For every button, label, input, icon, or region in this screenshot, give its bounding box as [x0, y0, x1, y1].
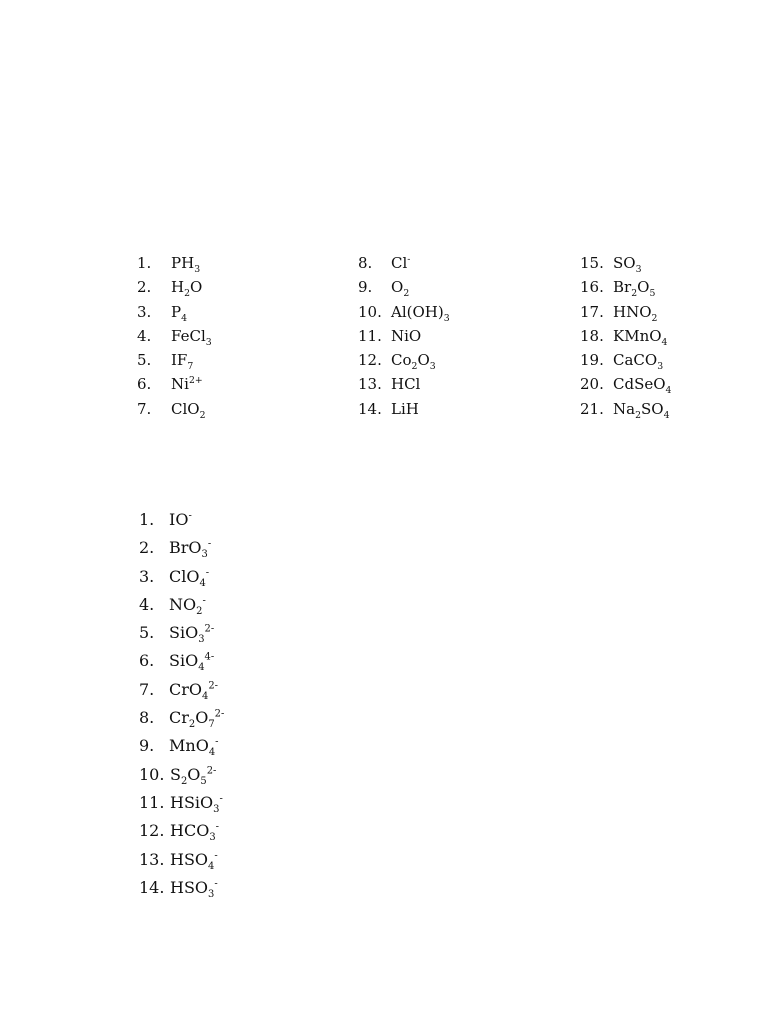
- chemical-formula: FeCl$_3$: [171, 326, 212, 348]
- chemical-formula: NiO: [391, 326, 422, 345]
- item-number: 9.: [139, 736, 155, 756]
- chemical-formula: Cl-: [391, 254, 411, 272]
- item-number: 8.: [139, 708, 155, 728]
- chemical-formula: HSiO$_3$-: [170, 792, 223, 816]
- list-item: [358, 348, 450, 372]
- formula-list-column-3: [580, 251, 671, 421]
- chemical-formula: BrO$_3$-: [169, 538, 212, 561]
- item-number: 5.: [137, 351, 152, 370]
- list-item: [580, 300, 671, 324]
- item-number: 4.: [137, 326, 152, 345]
- formula-list-column-2: [358, 251, 450, 421]
- list-item: [139, 591, 224, 619]
- list-item: [137, 275, 212, 299]
- list-item: [580, 397, 671, 421]
- item-number: 13.: [139, 849, 165, 869]
- item-number: 3.: [137, 302, 152, 321]
- chemical-formula: $H_2O$: [171, 278, 203, 300]
- item-number: 6.: [139, 651, 155, 671]
- chemical-formula: SiO$_3^{2-}$: [169, 623, 215, 646]
- chemical-formula: CdSeO$_4$: [613, 375, 672, 397]
- list-item: [139, 846, 224, 874]
- item-number: 18.: [580, 326, 604, 345]
- list-item: [580, 372, 671, 396]
- chemical-formula: HCl: [391, 375, 421, 394]
- list-item: [137, 324, 212, 348]
- item-number: 2.: [137, 278, 152, 297]
- chemical-formula: $Al(OH)_3$: [391, 302, 450, 324]
- item-number: 6.: [137, 375, 152, 394]
- item-number: 7.: [137, 399, 152, 418]
- chemical-formula: $Ni^{2+}$: [171, 375, 203, 394]
- chemical-formula: MnO$_4$-: [169, 736, 219, 759]
- chemical-formula: ClO$_2$: [171, 399, 206, 421]
- list-item: [139, 817, 224, 845]
- chemical-formula: KMnO$_4$: [613, 326, 668, 348]
- chemical-formula: $IF_7$: [171, 351, 194, 373]
- list-item: [137, 300, 212, 324]
- list-item: [580, 275, 671, 299]
- list-item: [139, 704, 224, 732]
- chemical-formula: $S_2O_5^{2-}$: [170, 764, 217, 787]
- list-item: [139, 732, 224, 760]
- list-item: [139, 874, 224, 902]
- chemical-formula: $SO_3$: [613, 254, 642, 275]
- chemical-formula: CaCO$_3$: [613, 351, 664, 373]
- item-number: 19.: [580, 351, 604, 370]
- item-number: 20.: [580, 375, 604, 394]
- list-item: [580, 324, 671, 348]
- list-item: [137, 348, 212, 372]
- item-number: 16.: [580, 278, 604, 297]
- list-item: [139, 761, 224, 789]
- item-number: 11.: [139, 792, 165, 812]
- list-item: [358, 372, 450, 396]
- polyatomic-ion-list: [139, 506, 224, 902]
- list-item: [358, 324, 450, 348]
- list-item: [358, 397, 450, 421]
- chemical-formula: IO-: [169, 510, 192, 529]
- item-number: 14.: [358, 399, 382, 418]
- item-number: 2.: [139, 538, 155, 558]
- list-item: [139, 563, 224, 591]
- chemical-formula: $Co_2O_3$: [391, 351, 436, 373]
- list-item: [358, 275, 450, 299]
- item-number: 9.: [358, 278, 373, 297]
- list-item: [358, 251, 450, 275]
- item-number: 11.: [358, 326, 382, 345]
- list-item: [139, 506, 224, 534]
- list-item: [137, 397, 212, 421]
- formula-list-column-1: [137, 251, 212, 421]
- chemical-formula: $HSO_4^-$: [170, 849, 218, 872]
- item-number: 10.: [358, 302, 382, 321]
- chemical-formula: SiO$_4^{4-}$: [169, 651, 215, 674]
- chemical-formula: LiH: [391, 399, 419, 418]
- item-number: 7.: [139, 679, 155, 699]
- list-item: [139, 647, 224, 675]
- item-number: 5.: [139, 623, 155, 643]
- item-number: 13.: [358, 375, 382, 394]
- chemical-formula: $Na_2SO_4$: [613, 399, 670, 421]
- chemical-formula: $Cr_2O_7^{2-}$: [169, 708, 225, 731]
- item-number: 1.: [139, 510, 155, 529]
- list-item: [358, 300, 450, 324]
- list-item: [137, 251, 212, 275]
- item-number: 8.: [358, 254, 373, 272]
- chemical-formula: $HSO_3^-$: [170, 877, 218, 901]
- chemical-formula: $P_4$: [171, 302, 188, 324]
- item-number: 12.: [139, 821, 165, 841]
- item-number: 1.: [137, 254, 152, 272]
- list-item: [139, 676, 224, 704]
- list-item: [137, 372, 212, 396]
- item-number: 15.: [580, 254, 604, 272]
- item-number: 12.: [358, 351, 382, 370]
- chemical-formula: $O_2$: [391, 278, 410, 300]
- chemical-formula: CrO$_4^{2-}$: [169, 679, 218, 702]
- chemical-formula: ClO$_4$-: [169, 566, 210, 589]
- chemical-formula: $PH_3$: [171, 254, 201, 275]
- list-item: [580, 251, 671, 275]
- chemical-formula: $HNO_2$: [613, 302, 658, 324]
- item-number: 17.: [580, 302, 604, 321]
- item-number: 14.: [139, 877, 165, 897]
- list-item: [139, 534, 224, 562]
- item-number: 21.: [580, 399, 604, 418]
- chemical-formula: $NO_2^-$: [169, 594, 206, 618]
- chemical-formula: $Br_2O_5$: [613, 278, 656, 300]
- item-number: 10.: [139, 764, 165, 784]
- chemical-formula: $HCO_3^-$: [170, 821, 219, 844]
- list-item: [580, 348, 671, 372]
- list-item: [139, 619, 224, 647]
- item-number: 3.: [139, 566, 155, 586]
- list-item: [139, 789, 224, 817]
- item-number: 4.: [139, 594, 155, 614]
